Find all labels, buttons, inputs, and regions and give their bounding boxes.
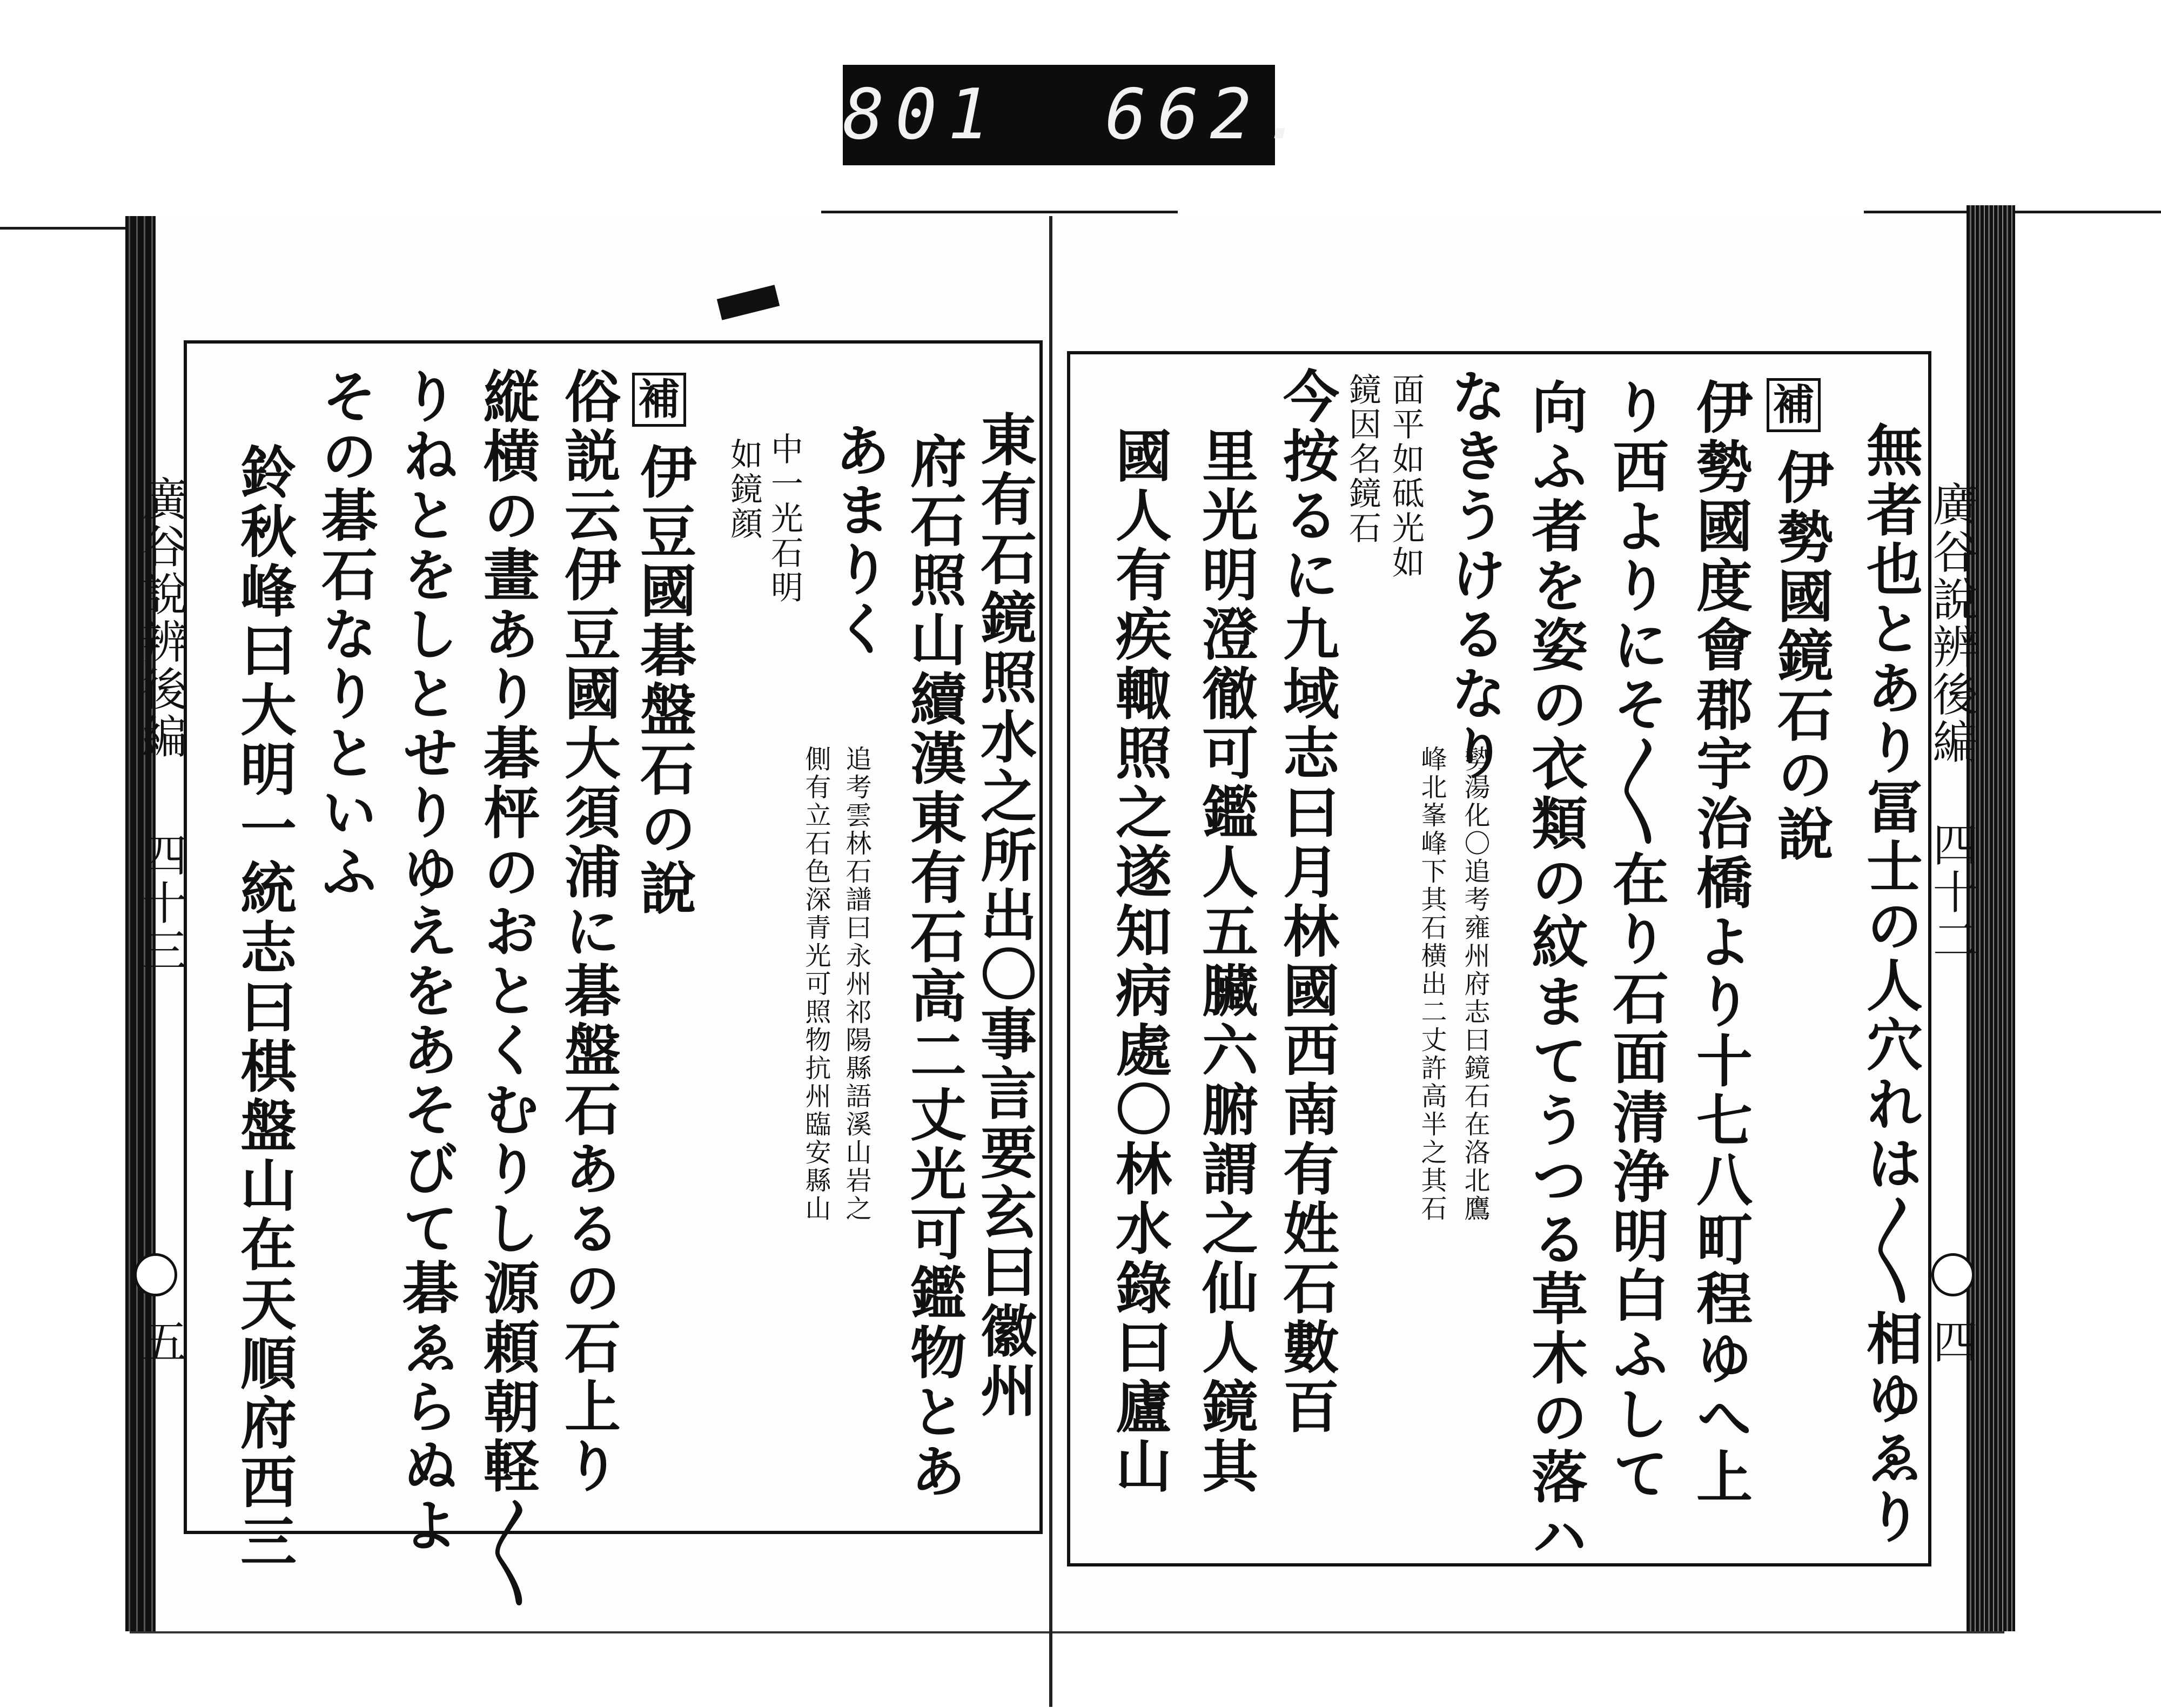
left-note-1: 追考雲林石譜曰永州祁陽縣語溪山岩之 — [841, 745, 871, 1223]
specimen-label: 801 662. — [843, 65, 1275, 165]
right-col-5: 向ふ者を姿の衣類の紋まてうつる草木の落ハ — [1522, 378, 1588, 1566]
left-folio-circle — [134, 1253, 177, 1296]
left-col-6: 縦横の畫あり碁枰のおとくむりし源頼朝軽〳〵 — [474, 367, 540, 1612]
right-col-2: 伊勢國鏡石の說 — [1768, 448, 1834, 864]
left-col-8: その碁石なりといふ — [312, 367, 378, 902]
left-col-7: りねとをしとせりゆえをあそびて碁ゑらぬよ — [393, 367, 459, 1556]
book-gutter — [1049, 216, 1052, 1707]
right-annotation-2: 鏡因名鏡石 — [1344, 373, 1381, 546]
right-folio-circle — [1931, 1253, 1975, 1296]
right-annotation-1: 面平如砥光如 — [1387, 373, 1425, 580]
right-note-1: 勢湯化〇追考雍州府志曰鏡石在洛北鷹 — [1460, 745, 1490, 1223]
right-col-6: なきうけるなり — [1441, 367, 1507, 783]
right-ho-marker: 補 — [1767, 378, 1821, 432]
left-annotation-1: 中一光石明 — [766, 432, 803, 605]
left-col-9: 鈴秋峰曰大明一統志曰棋盤山在天順府西三 — [231, 443, 297, 1572]
left-ho-marker: 補 — [632, 373, 686, 427]
left-page-number: 五 — [135, 1318, 187, 1367]
right-col-9: 國人有疾輙照之遂知病處〇林水錄曰廬山 — [1106, 427, 1172, 1496]
right-note-2: 峰北峯峰下其石横出二丈許高半之其石 — [1417, 745, 1447, 1223]
left-col-2: 府石照山續漢東有石高二丈光可鑑物とあ — [901, 432, 967, 1502]
top-rule-center — [821, 211, 1178, 213]
right-col-7: 今按るに九域志曰月林國西南有姓石數百 — [1273, 367, 1340, 1437]
left-annotation-2: 如鏡顔 — [725, 438, 763, 541]
left-note-2: 側有立石色深青光可照物抗州臨安縣山 — [801, 745, 831, 1223]
left-margin-number: 四十三 — [135, 832, 187, 974]
right-col-4: り西よりにそ〳〵在り石面清浄明白ふして — [1603, 378, 1669, 1504]
right-col-8: 里光明澄徹可鑑人五臟六腑謂之仙人鏡其 — [1192, 427, 1259, 1496]
right-margin-number: 四十二 — [1925, 821, 1978, 964]
left-col-4: 伊豆國碁盤石の說 — [630, 443, 697, 918]
left-col-5: 俗説云伊豆國大須浦に碁盤石あるの石上り — [555, 367, 621, 1496]
right-page-number: 四 — [1925, 1318, 1978, 1367]
left-col-3: あまりく — [825, 421, 891, 659]
right-col-1: 無者也とあり冨士の人穴れは〳〵相ゆゑり — [1857, 421, 1923, 1547]
right-col-3: 伊勢國度會郡宇治橋より十七八町程ゆへ上 — [1687, 378, 1753, 1507]
right-margin-title: 廣谷說辨後編 — [1925, 481, 1978, 766]
left-margin-title: 廣谷說辨後編 — [135, 475, 187, 761]
left-col-1: 東有石鏡照水之所出〇事言要玄曰徽州 — [971, 411, 1037, 1421]
